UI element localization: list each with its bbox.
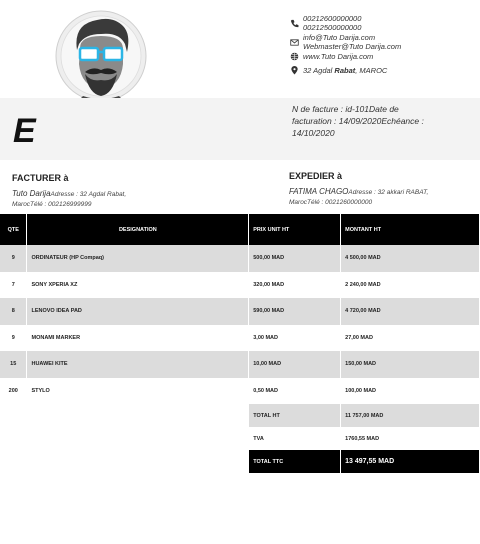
cell-qte: 15	[0, 351, 27, 378]
total-ht-value: 11 757,00 MAD	[341, 404, 480, 427]
ship-to-address: Adresse : 32 akkari RABAT,	[348, 189, 429, 196]
address-city: Rabat	[334, 66, 356, 75]
cell-unit-price: 500,00 MAD	[249, 245, 341, 272]
cell-designation: MONAMI MARKER	[27, 325, 249, 352]
tva-label: TVA	[249, 427, 341, 450]
phone-line-2: 00212500000000	[303, 22, 362, 32]
invoice-meta: N de facture : id-101Date de facturation : 14/09/2020Echéance : 14/10/2020	[292, 104, 424, 138]
table-row	[0, 245, 480, 272]
cell-amount: 2 240,00 MAD	[341, 272, 480, 299]
cell-unit-price: 590,00 MAD	[249, 298, 341, 325]
cell-designation: ORDINATEUR (HP Compaq)	[27, 245, 249, 272]
cell-qte: 7	[0, 272, 27, 299]
ship-to-title: EXPEDIER à	[289, 171, 343, 181]
bill-to-section	[12, 173, 202, 209]
address-suffix: , MAROC	[355, 66, 388, 75]
map-pin-icon	[290, 66, 299, 75]
total-ttc-value: 13 497,55 MAD	[341, 450, 480, 473]
cell-amount: 100,00 MAD	[341, 378, 480, 405]
ship-to-name: FATIMA CHAGO	[289, 187, 349, 196]
page-title: E	[13, 112, 36, 150]
ship-to-section	[289, 171, 479, 207]
company-logo	[55, 10, 147, 102]
ship-to-phone: MarocTélé : 0021260000000	[289, 199, 373, 206]
col-header-qte: QTE	[0, 214, 27, 245]
table-row	[0, 325, 480, 352]
cell-amount: 27,00 MAD	[341, 325, 480, 352]
globe-icon	[290, 52, 299, 61]
email-line-1: info@Tuto Darija.com	[303, 33, 376, 42]
cell-qte: 8	[0, 298, 27, 325]
cell-amount: 4 500,00 MAD	[341, 245, 480, 272]
col-header-designation: DESIGNATION	[27, 214, 249, 245]
table-header-row	[0, 214, 480, 245]
phone-line-1: 00212600000000	[303, 14, 362, 23]
phone-icon	[290, 19, 299, 28]
items-table	[0, 214, 480, 473]
cell-designation: HUAWEI KITE	[27, 351, 249, 378]
bill-to-phone: MarocTélé : 002126999999	[12, 201, 92, 208]
total-ttc-row	[0, 450, 480, 473]
cell-amount: 4 720,00 MAD	[341, 298, 480, 325]
table-row	[0, 272, 480, 299]
col-header-unit-price: PRIX UNIT HT	[249, 214, 341, 245]
address-prefix: 32 Agdal	[303, 66, 335, 75]
bill-to-address: Adresse : 32 Agdal Rabat,	[50, 191, 127, 198]
company-address	[303, 67, 387, 76]
cell-unit-price: 0,50 MAD	[249, 378, 341, 405]
cell-unit-price: 3,00 MAD	[249, 325, 341, 352]
table-row	[0, 378, 480, 405]
bill-to-title: FACTURER à	[12, 173, 69, 183]
total-ht-row	[0, 404, 480, 427]
cell-unit-price: 10,00 MAD	[249, 351, 341, 378]
email-line-2: Webmaster@Tuto Darija.com	[303, 41, 402, 51]
cell-designation: SONY XPERIA XZ	[27, 272, 249, 299]
cell-amount: 150,00 MAD	[341, 351, 480, 378]
col-header-amount: MONTANT HT	[341, 214, 480, 245]
contact-block	[290, 14, 480, 84]
cell-qte: 9	[0, 245, 27, 272]
tva-value: 1760,55 MAD	[341, 427, 480, 450]
cell-qte: 200	[0, 378, 27, 405]
total-ht-label: TOTAL HT	[249, 404, 341, 427]
cell-designation: LENOVO IDEA PAD	[27, 298, 249, 325]
mail-icon	[290, 38, 299, 47]
total-ttc-label: TOTAL TTC	[249, 450, 341, 473]
cell-designation: STYLO	[27, 378, 249, 405]
table-row	[0, 351, 480, 378]
bill-to-name: Tuto Darija	[12, 189, 51, 198]
cell-unit-price: 320,00 MAD	[249, 272, 341, 299]
website: www.Tuto Darija.com	[303, 51, 374, 61]
table-row	[0, 298, 480, 325]
cell-qte: 9	[0, 325, 27, 352]
tva-row	[0, 427, 480, 450]
